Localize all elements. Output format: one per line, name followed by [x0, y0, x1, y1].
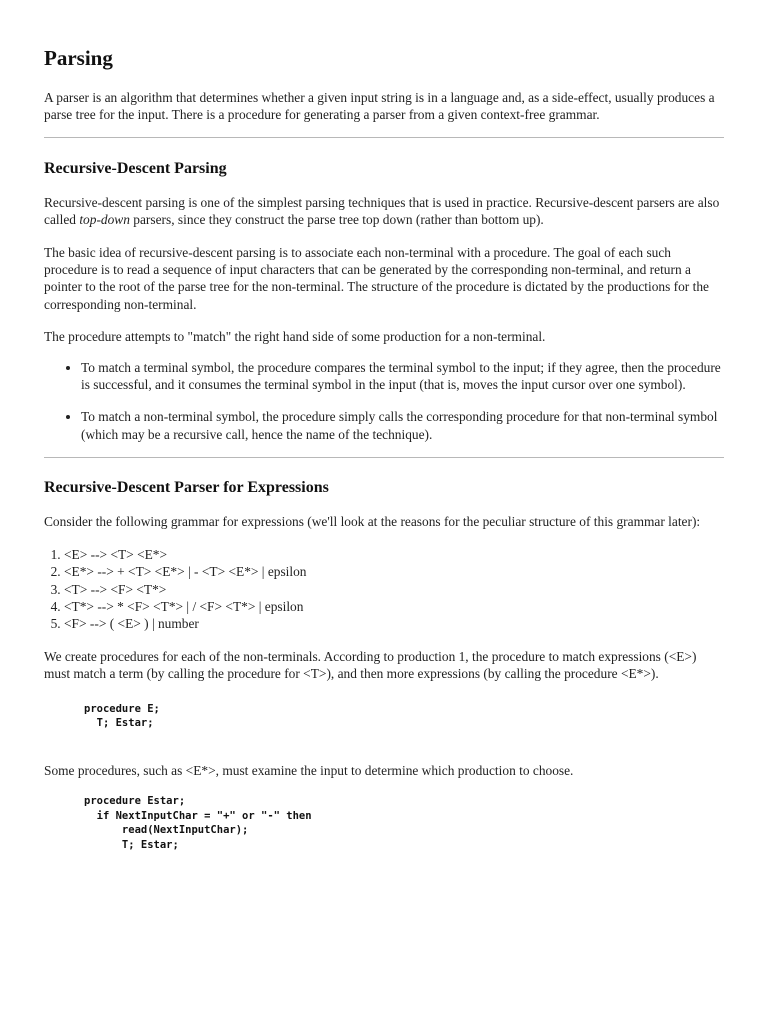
emphasis-top-down: top-down — [79, 212, 130, 228]
list-item: • To match a terminal symbol, the procedure compares the terminal symbol to the input; if they agree, then the procedure is successful, and it consumes the terminal symbol in the input (that is, moves the input cursor over one symbol). — [81, 359, 724, 394]
grammar-rule: 2. <E*> --> + <T> <E*> | - <T> <E*> | epsilon — [64, 563, 724, 580]
divider — [44, 457, 724, 458]
paragraph-recursive-descent-intro — [44, 194, 724, 229]
paragraph-examine-input: Some procedures, such as <E*>, must examine the input to determine which production to choose. — [44, 762, 574, 778]
paragraph-text: parsers, since they construct the parse tree top down (rather than bottom up). — [129, 212, 544, 228]
paragraph-basic-idea: The basic idea of recursive-descent parsing is to associate each non-terminal with a procedure. The goal of each such procedure is to read a sequence of input characters that can be generated by the corresponding non-terminal, and return a pointer to the root of the parse tree for the non-terminal. The structure of the procedure is dictated by the productions for the corresponding non-terminal. — [44, 244, 709, 312]
section-heading-expression-parser: Recursive-Descent Parser for Expressions — [44, 479, 329, 497]
grammar-rule: 5. <F> --> ( <E> ) | number — [64, 615, 724, 632]
grammar-rule: 3. <T> --> <F> <T*> — [64, 581, 724, 598]
grammar-rule: 1. <E> --> <T> <E*> — [64, 546, 724, 563]
grammar-list — [44, 546, 724, 633]
paragraph-grammar-intro: Consider the following grammar for expressions (we'll look at the reasons for the peculiar structure of this grammar later): — [44, 514, 701, 530]
grammar-rule: 4. <T*> --> * <F> <T*> | / <F> <T*> | epsilon — [64, 598, 724, 615]
list-item: • To match a non-terminal symbol, the procedure simply calls the corresponding procedure for that non-terminal symbol (which may be a recursive call, hence the name of the technique). — [81, 408, 724, 443]
paragraph-procedure-match: The procedure attempts to "match" the right hand side of some production for a non-terminal. — [44, 329, 546, 345]
divider — [44, 137, 724, 138]
page-title: Parsing — [44, 46, 113, 70]
paragraph-text: Recursive-descent parsing is one of the simplest parsing techniques that is used in practice. Recursive-descent parsers are also called — [44, 194, 720, 228]
section-heading-recursive-descent: Recursive-Descent Parsing — [44, 159, 227, 177]
intro-paragraph: A parser is an algorithm that determines whether a given input string is in a language and, as a side-effect, usually produces a parse tree for the input. There is a procedure for generating a parser from a given context-free grammar. — [44, 90, 715, 123]
code-block-procedure-estar: procedure Estar; if NextInputChar = "+" or "-" then read(NextInputChar); T; Estar; — [84, 795, 312, 851]
paragraph-create-procedures: We create procedures for each of the non-terminals. According to production 1, the procedure to match expressions (<E>) must match a term (by calling the procedure for <T>), and then more expressions (by calling the procedure <E*>). — [44, 648, 697, 682]
code-block-procedure-e: procedure E; T; Estar; — [84, 702, 160, 730]
match-rules-list — [44, 359, 724, 444]
